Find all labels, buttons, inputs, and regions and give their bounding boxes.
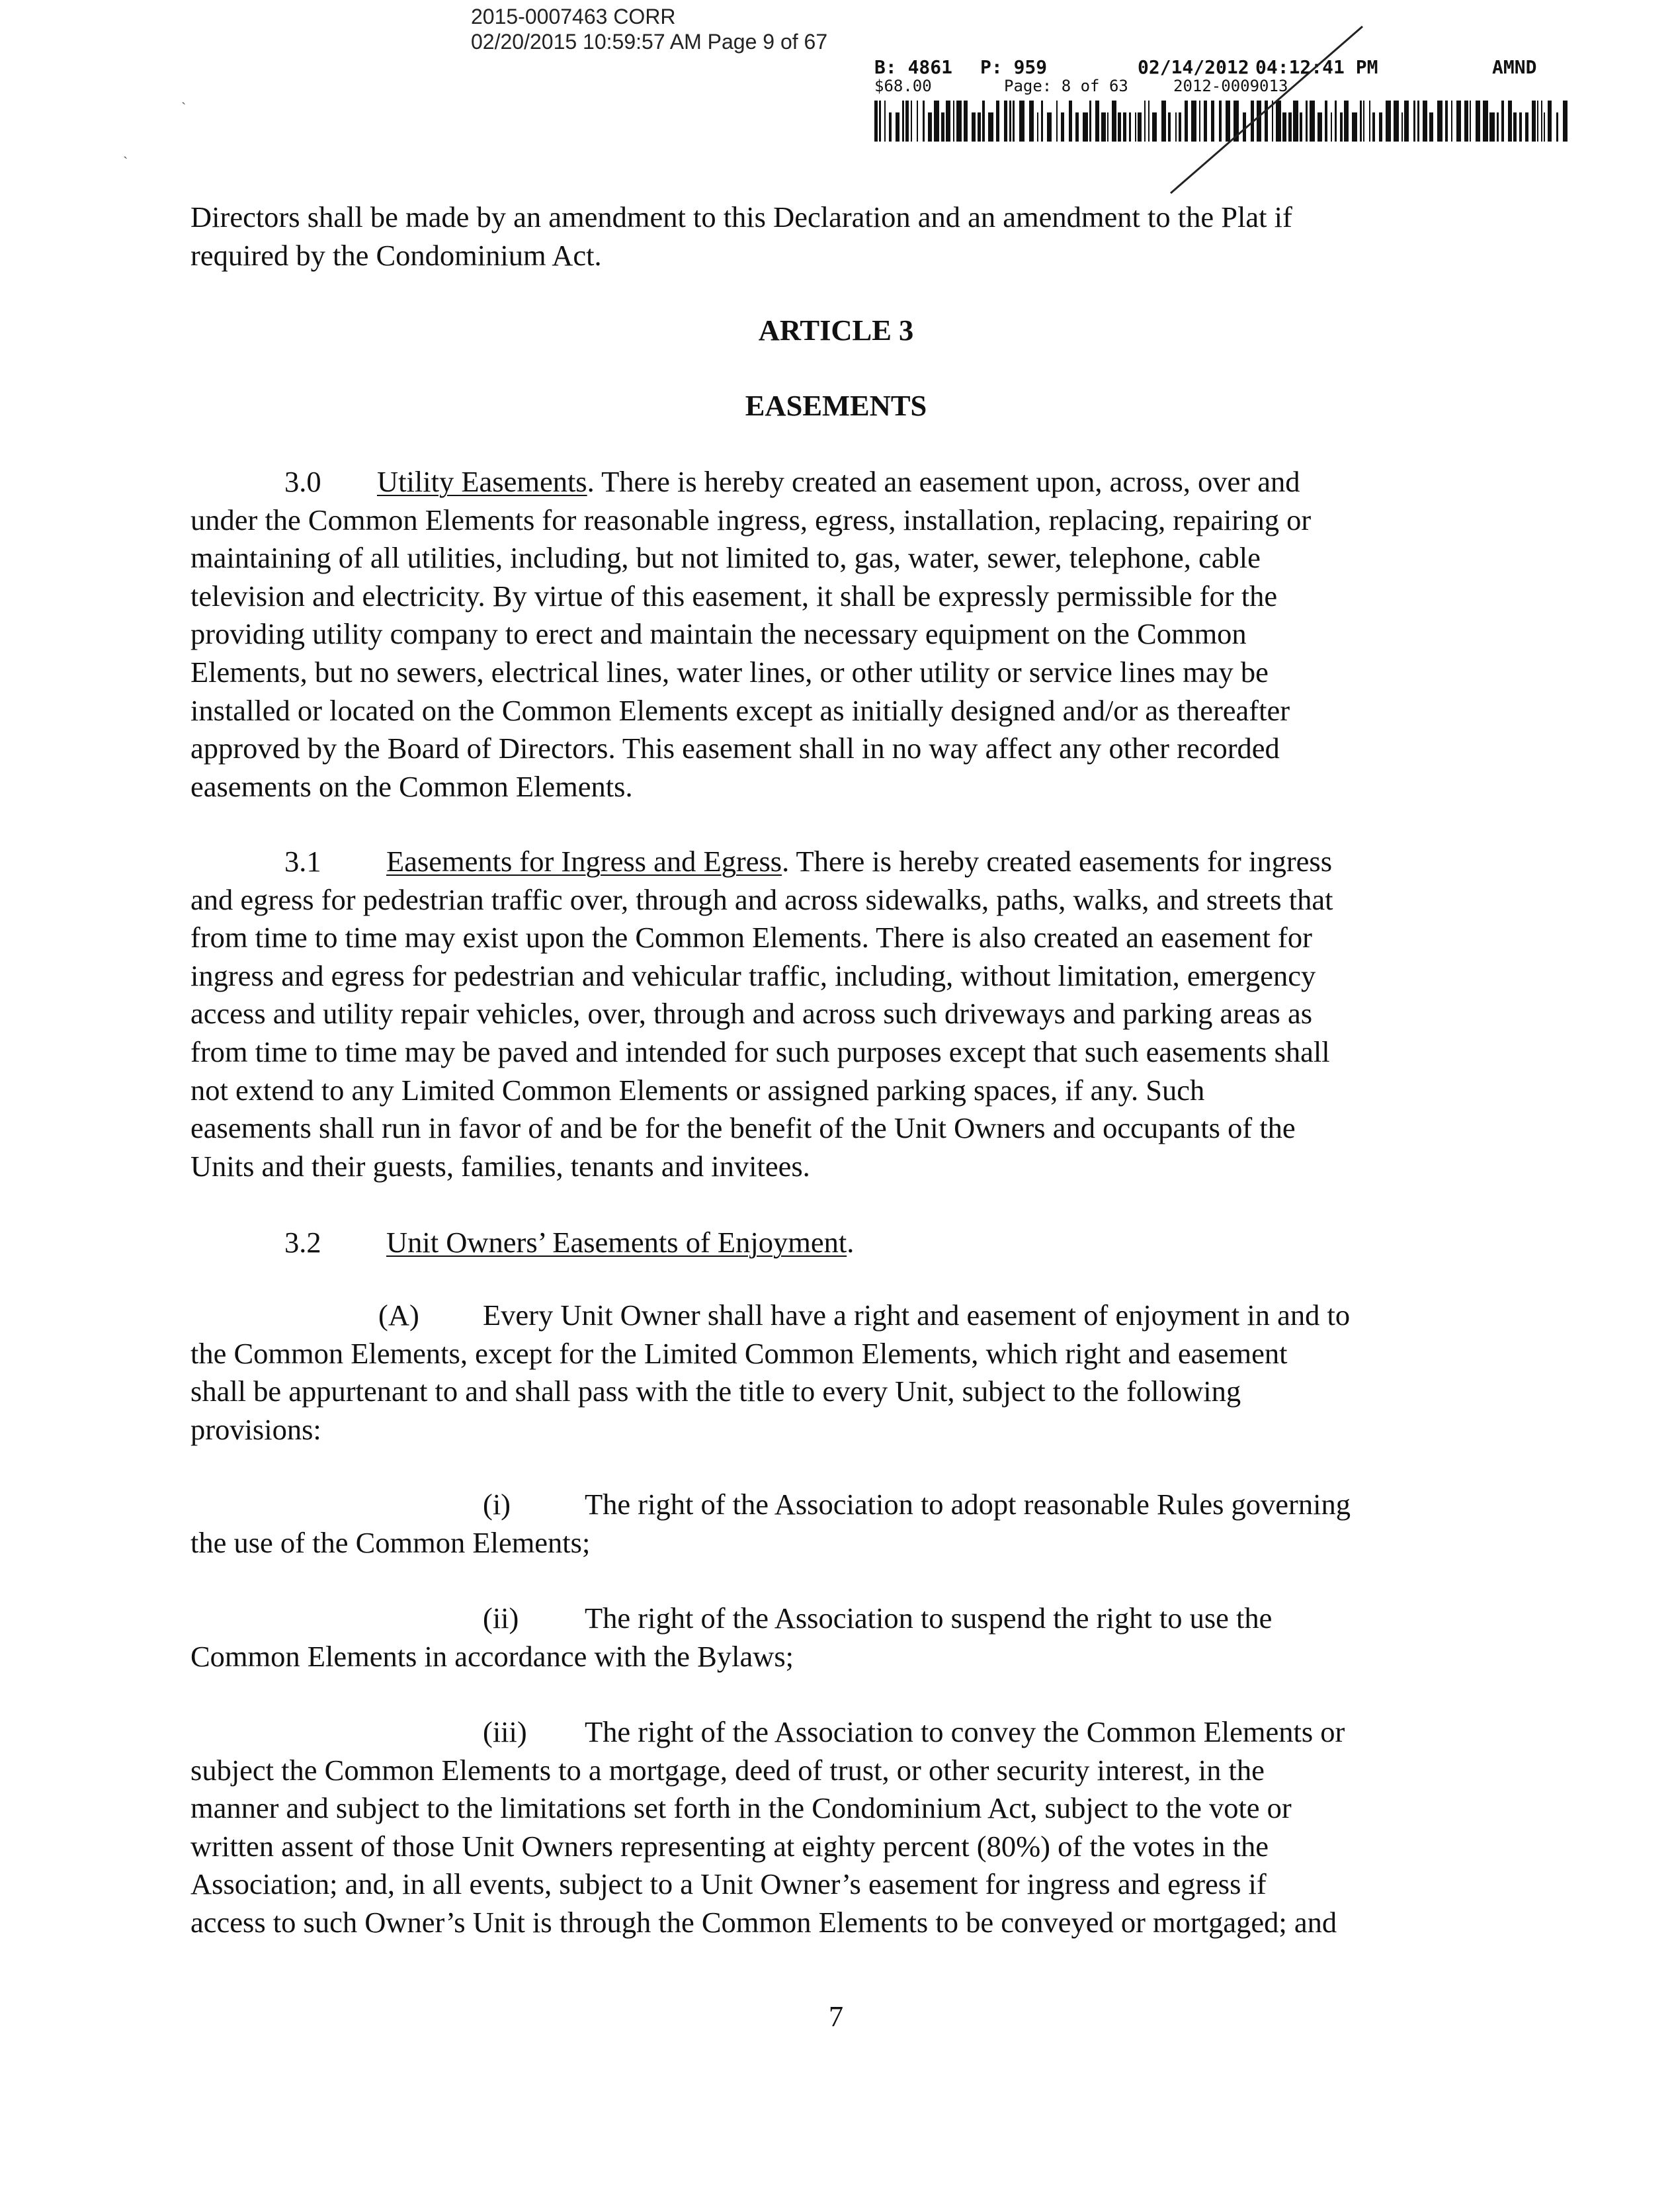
- section-title: Utility Easements: [377, 465, 587, 498]
- text-line: installed or located on the Common Elements except as initially designed and/or as thereafter: [190, 693, 1290, 727]
- section-3-1: [190, 843, 1447, 1185]
- barcode-bar: [1135, 112, 1136, 142]
- section-number: 3.2: [284, 1226, 321, 1259]
- barcode-bar: [964, 101, 968, 142]
- text-line: Directors shall be made by an amendment to this Declaration and an amendment to the Plat if: [190, 200, 1292, 234]
- barcode-bar: [1379, 112, 1382, 142]
- barcode-bar: [1548, 101, 1552, 142]
- barcode-bar: [1004, 101, 1007, 142]
- item-marker: (ii): [483, 1601, 519, 1635]
- barcode-bar: [1118, 112, 1121, 142]
- barcode-bar: [946, 101, 950, 142]
- barcode-bar: [928, 112, 932, 142]
- barcode-bar: [879, 101, 881, 142]
- barcode-bar: [874, 101, 878, 142]
- text-line: provisions:: [190, 1412, 321, 1446]
- barcode-bar: [1075, 112, 1079, 142]
- text-line: Units and their guests, families, tenants and invitees.: [190, 1149, 810, 1183]
- text-line: from time to time may exist upon the Common Elements. There is also created an easement for: [190, 921, 1312, 955]
- article-subtitle: EASEMENTS: [745, 389, 927, 422]
- barcode-bar: [1541, 101, 1542, 142]
- text-line: easements shall run in favor of and be for the benefit of the Unit Owners and occupants of the: [190, 1111, 1296, 1145]
- item-first-text: The right of the Association to convey the Common Elements or: [585, 1715, 1345, 1748]
- section-first-text: . There is hereby created an easement upon, across, over and: [587, 465, 1300, 498]
- barcode-bar: [1041, 101, 1043, 142]
- text-line: maintaining of all utilities, including, but not limited to, gas, water, sewer, telephone, cable: [190, 541, 1261, 575]
- barcode-bar: [1112, 101, 1116, 142]
- item-first-line: [190, 1486, 1447, 1524]
- barcode-bar: [1047, 112, 1052, 142]
- text-line: written assent of those Unit Owners representing at eighty percent (80%) of the votes in the: [190, 1829, 1269, 1863]
- stamp-rec-date: 02/14/2012: [1138, 56, 1249, 78]
- text-line: shall be appurtenant to and shall pass with the title to every Unit, subject to the following: [190, 1375, 1241, 1408]
- text-line: manner and subject to the limitations set forth in the Condominium Act, subject to the vote or: [190, 1791, 1292, 1825]
- barcode-bar: [1489, 112, 1495, 142]
- page-number: 7: [828, 2000, 844, 2033]
- barcode-bar: [923, 101, 925, 142]
- barcode-bar: [1056, 101, 1058, 142]
- text-line: approved by the Board of Directors. This easement shall in no way affect any other recorded: [190, 732, 1280, 765]
- barcode-bar: [996, 101, 999, 142]
- stamp-rec-time: 04:12:41 PM: [1255, 56, 1378, 78]
- barcode-bar: [1386, 101, 1391, 142]
- barcode-bar: [1123, 112, 1126, 142]
- barcode-bar: [1544, 112, 1545, 142]
- barcode-bar: [1437, 101, 1442, 142]
- item-i: [190, 1486, 1447, 1562]
- barcode-bar: [941, 112, 944, 142]
- barcode-bar: [982, 101, 985, 142]
- stamp-page-ref: P: 959: [980, 56, 1048, 78]
- barcode-bar: [1532, 101, 1536, 142]
- text-line: television and electricity. By virtue of this easement, it shall be expressly permissible for the: [190, 579, 1278, 613]
- text-line: not extend to any Limited Common Elements or assigned parking spaces, if any. Such: [190, 1073, 1205, 1107]
- barcode-bar: [972, 112, 976, 142]
- text-line: from time to time may be paved and intended for such purposes except that such easements shall: [190, 1035, 1330, 1068]
- text-line: and egress for pedestrian traffic over, through and across sidewalks, paths, walks, and streets that: [190, 882, 1333, 916]
- barcode-bar: [1372, 112, 1375, 142]
- barcode-bar: [1101, 112, 1106, 142]
- stamp-doc-datetime: 02/20/2015 10:59:57 AM Page 9 of 67: [471, 30, 828, 54]
- barcode-bar: [1470, 101, 1471, 142]
- barcode-bar: [978, 112, 981, 142]
- text-line: the use of the Common Elements;: [190, 1525, 591, 1559]
- text-line: providing utility company to erect and maintain the necessary equipment on the Common: [190, 617, 1247, 651]
- item-marker: (i): [483, 1488, 511, 1521]
- barcode-bar: [1013, 101, 1015, 142]
- barcode-bar: [1152, 112, 1157, 142]
- subsection-a: [190, 1297, 1447, 1449]
- text-line: Association; and, in all events, subject to a Unit Owner’s easement for ingress and egress if: [190, 1867, 1267, 1901]
- barcode-bar: [956, 101, 962, 142]
- text-line: Elements, but no sewers, electrical lines, water lines, or other utility or service lines may be: [190, 655, 1269, 689]
- barcode-bar: [934, 101, 939, 142]
- text-line: under the Common Elements for reasonable ingress, egress, installation, replacing, repairing or: [190, 503, 1312, 536]
- subsection-marker: (A): [378, 1298, 419, 1332]
- text-line: easements on the Common Elements.: [190, 769, 633, 803]
- stamp-book: B: 4861: [874, 56, 953, 78]
- barcode-bar: [911, 101, 912, 142]
- barcode-bar: [902, 101, 904, 142]
- text-line: the Common Elements, except for the Limited Common Elements, which right and easement: [190, 1336, 1288, 1370]
- barcode-bar: [1089, 101, 1091, 142]
- section-title: Easements for Ingress and Egress: [386, 845, 782, 878]
- item-first-text: The right of the Association to adopt reasonable Rules governing: [585, 1488, 1351, 1521]
- stamp-rec-number: 2012-0009013: [1173, 77, 1288, 95]
- barcode-bar: [1401, 112, 1403, 142]
- barcode-bar: [1537, 101, 1538, 142]
- item-first-text: The right of the Association to suspend the right to use the: [585, 1601, 1273, 1635]
- text-line: access and utility repair vehicles, over, through and across such driveways and parking areas as: [190, 997, 1313, 1031]
- barcode-bar: [1451, 101, 1452, 142]
- barcode-bar: [884, 101, 886, 142]
- stamp-doc-type: AMND: [1492, 56, 1537, 78]
- barcode-bar: [1413, 101, 1415, 142]
- barcode-bar: [1037, 112, 1038, 142]
- barcode-bar: [1525, 112, 1528, 142]
- subsection-first-line: [190, 1297, 1447, 1335]
- section-first-line: [190, 1224, 1447, 1262]
- barcode-bar: [1061, 112, 1064, 142]
- section-3-0: [190, 463, 1447, 806]
- barcode-bar: [1369, 101, 1370, 142]
- section-first-text: . There is hereby created easements for ingress: [782, 845, 1333, 878]
- barcode-bar: [953, 101, 954, 142]
- subsection-first-text: Every Unit Owner shall have a right and easement of enjoyment in and to: [483, 1298, 1351, 1332]
- barcode-bar: [1394, 101, 1399, 142]
- stamp-page-label: Page: 8 of 63: [1004, 77, 1128, 95]
- barcode-bar: [1144, 101, 1146, 142]
- section-first-line: [190, 843, 1447, 881]
- barcode-bar: [1483, 101, 1488, 142]
- barcode-bar: [1129, 112, 1131, 142]
- barcode-bar: [1404, 101, 1409, 142]
- text-line: required by the Condominium Act.: [190, 238, 602, 272]
- barcode-bar: [889, 112, 892, 142]
- barcode-bar: [905, 101, 909, 142]
- barcode-bar: [1464, 101, 1468, 142]
- barcode-bar: [1069, 101, 1072, 142]
- barcode-bar: [1417, 101, 1419, 142]
- section-title-end: .: [847, 1226, 855, 1259]
- section-title: Unit Owners’ Easements of Enjoyment: [386, 1226, 847, 1259]
- section-3-2: [190, 1224, 1447, 1262]
- item-marker: (iii): [483, 1715, 527, 1748]
- barcode-bar: [1423, 101, 1427, 142]
- barcode-bar: [1429, 112, 1433, 142]
- barcode-bar: [1138, 112, 1142, 142]
- scan-speck: `: [181, 99, 187, 116]
- scan-speck: `: [123, 153, 128, 170]
- item-ii: [190, 1599, 1447, 1676]
- barcode-bar: [1107, 112, 1108, 142]
- barcode-bar: [1563, 101, 1568, 142]
- barcode-bar: [1476, 101, 1480, 142]
- barcode-bar: [1019, 101, 1024, 142]
- intro-paragraph: [190, 198, 1447, 275]
- barcode-bar: [1095, 101, 1099, 142]
- barcode-bar: [1009, 101, 1011, 142]
- barcode-bar: [1029, 101, 1034, 142]
- item-iii: [190, 1713, 1447, 1942]
- text-line: ingress and egress for pedestrian and vehicular traffic, including, without limitation, emergency: [190, 958, 1316, 992]
- article-title: ARTICLE 3: [758, 314, 914, 347]
- text-line: Common Elements in accordance with the Bylaws;: [190, 1639, 794, 1673]
- barcode-bar: [1456, 101, 1461, 142]
- barcode-bar: [917, 101, 918, 142]
- section-first-line: [190, 463, 1447, 501]
- barcode-bar: [988, 112, 993, 142]
- barcode-bar: [1556, 112, 1558, 142]
- text-line: subject the Common Elements to a mortgage, deed of trust, or other security interest, in the: [190, 1753, 1265, 1787]
- section-number: 3.0: [284, 465, 321, 498]
- barcode-bar: [1497, 112, 1499, 142]
- barcode-bar: [896, 112, 899, 142]
- barcode-bar: [1508, 101, 1512, 142]
- stamp-doc-id: 2015-0007463 CORR: [471, 5, 676, 28]
- barcode-bar: [1083, 112, 1088, 142]
- stamp-fee: $68.00: [874, 77, 932, 95]
- handwritten-slash-mark: [1164, 20, 1369, 198]
- item-first-line: [190, 1599, 1447, 1638]
- barcode-bar: [1513, 112, 1517, 142]
- section-number: 3.1: [284, 845, 321, 878]
- barcode-bar: [1501, 101, 1504, 142]
- barcode-bar: [1445, 101, 1448, 142]
- barcode-bar: [1519, 112, 1522, 142]
- item-first-line: [190, 1713, 1447, 1752]
- correction-stamp: [471, 4, 827, 54]
- text-line: access to such Owner’s Unit is through the Common Elements to be conveyed or mortgaged; and: [190, 1905, 1337, 1939]
- barcode-bar: [1148, 101, 1150, 142]
